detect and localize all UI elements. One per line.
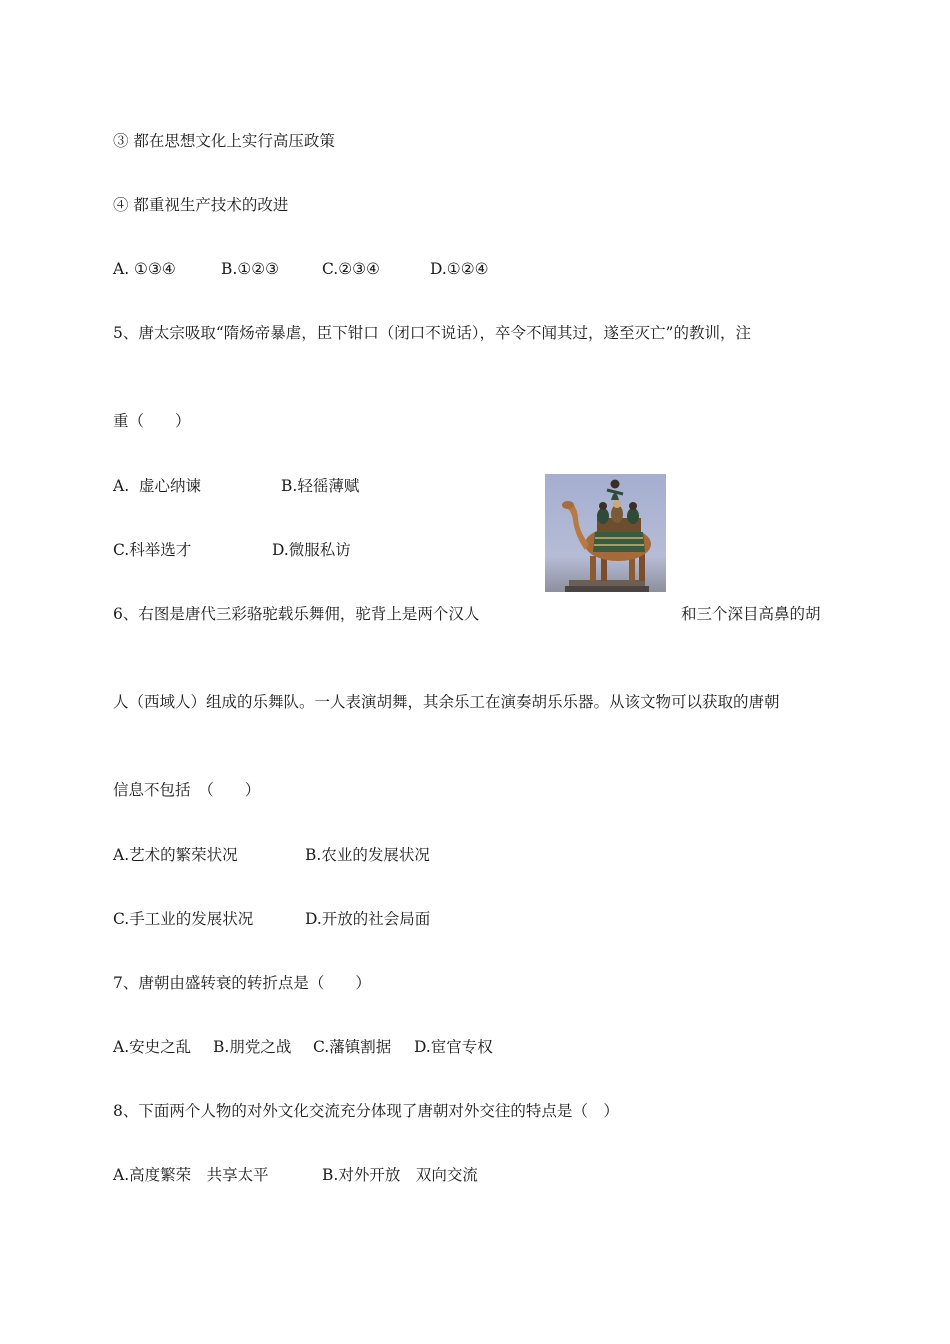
question-5-line-1: 5、唐太宗吸取“隋炀帝暴虐，臣下钳口（闭口不说话），卒令不闻其过，遂至灭亡”的教训，注	[113, 324, 751, 342]
q6-option-c: C.手工业的发展状况	[113, 910, 254, 928]
tang-sancai-camel-figurine-image	[545, 474, 666, 592]
q6-option-b: B.农业的发展状况	[305, 846, 430, 864]
statement-4: ④ 都重视生产技术的改进	[113, 196, 289, 214]
question-6-line-2: 人（西域人）组成的乐舞队。一人表演胡舞，其余乐工在演奏胡乐乐器。从该文物可以获取的唐朝	[113, 693, 780, 711]
q5-option-a: A. 虚心纳谏	[113, 477, 201, 495]
q7-option-d: D.宦官专权	[414, 1038, 493, 1056]
question-5-line-2: 重（ ）	[113, 412, 191, 430]
q7-option-c: C.藩镇割据	[313, 1038, 392, 1056]
q4-option-c: C.②③④	[322, 260, 380, 278]
q4-option-a: A. ①③④	[113, 260, 176, 278]
q5-option-d: D.微服私访	[272, 541, 351, 559]
question-8: 8、下面两个人物的对外文化交流充分体现了唐朝对外交往的特点是（ ）	[113, 1102, 619, 1120]
q6-option-d: D.开放的社会局面	[305, 910, 431, 928]
q7-option-a: A.安史之乱	[113, 1038, 192, 1056]
question-6-line-1b: 和三个深目高鼻的胡	[681, 605, 821, 623]
q5-option-b: B.轻徭薄赋	[281, 477, 360, 495]
q8-option-b: B.对外开放 双向交流	[322, 1166, 478, 1184]
q6-option-a: A.艺术的繁荣状况	[113, 846, 238, 864]
statement-3: ③ 都在思想文化上实行高压政策	[113, 132, 335, 150]
question-6-line-3: 信息不包括 （ ）	[113, 781, 261, 799]
q7-option-b: B.朋党之战	[213, 1038, 292, 1056]
q8-option-a: A.高度繁荣 共享太平	[113, 1166, 269, 1184]
question-7: 7、唐朝由盛转衰的转折点是（ ）	[113, 974, 371, 992]
question-6-line-1a: 6、右图是唐代三彩骆驼载乐舞佣，驼背上是两个汉人	[113, 605, 480, 623]
q4-option-b: B.①②③	[221, 260, 280, 278]
q4-option-d: D.①②④	[430, 260, 489, 278]
q5-option-c: C.科举选才	[113, 541, 192, 559]
